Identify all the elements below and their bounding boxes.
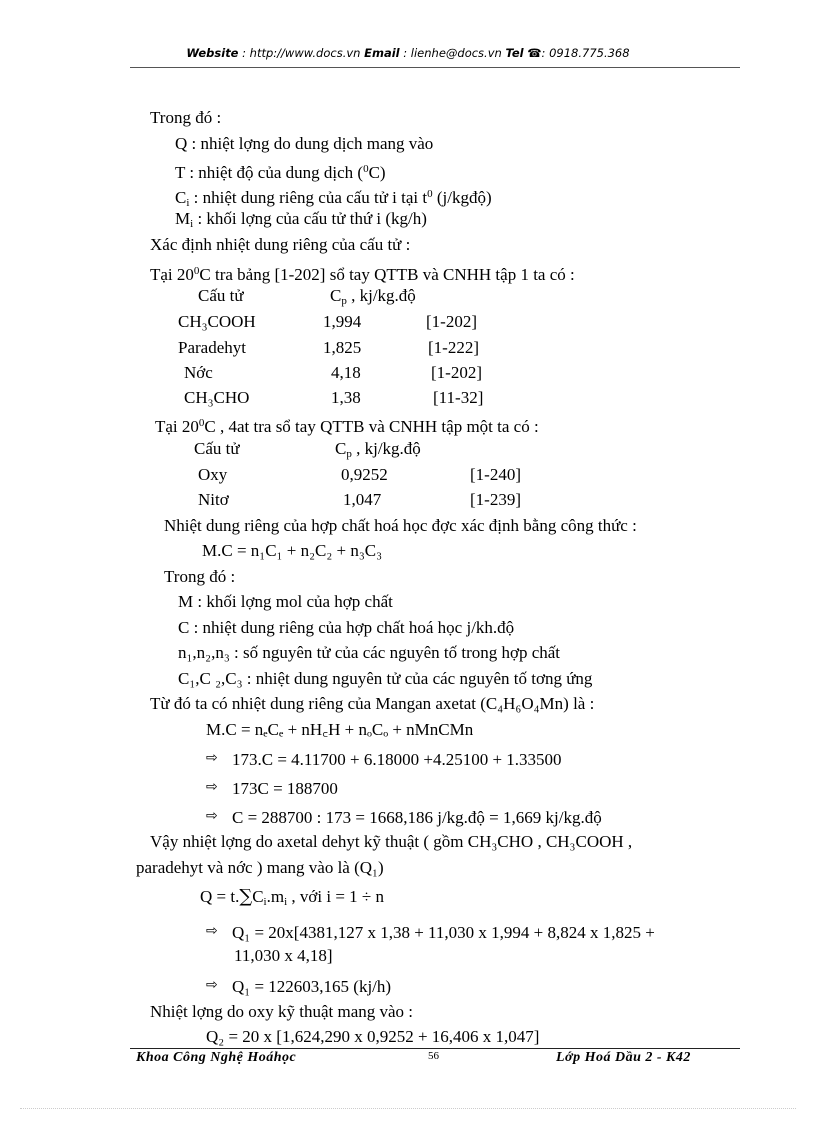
formula-step: ⇨ 173C = 188700 [206,779,338,798]
text-line: Tại $20^0C$ tra bảng [1-202] sổ tay QTTB và CNHH tập 1 ta có : [150,265,575,284]
table1-cell: [1-202] [426,312,477,331]
phone-icon: ☎ [527,46,542,60]
table1-cell: CH₃CHO [184,388,250,407]
footer-faculty: Khoa Công Nghệ Hoáhọc [136,1050,297,1065]
text-line: paradehyt và nớc ) mang vào là (Q₁) [136,858,384,877]
text-line: n₁,n₂,n₃ : số nguyên tử của các nguyên tố trong hợp chất [178,643,561,662]
page-number: 56 [428,1050,439,1062]
header-rule [130,67,740,68]
text-line: Trong đó : [150,108,222,127]
arrow-icon: ⇨ [206,779,218,795]
text-line: Nhiệt lợng do oxy kỹ thuật mang vào : [150,1002,414,1021]
page-edge [20,1108,796,1109]
email-label: Email [364,46,400,60]
text-line: Từ đó ta có nhiệt dung riêng của Mangan axetat (C₄H₆O₄Mn) là : [150,694,595,713]
text-line: $C_i$ : nhiệt dung riêng của cấu tử i tại $t^0$ (j/kgđộ) [175,188,492,209]
arrow-icon: ⇨ [206,750,218,766]
formula-step: ⇨ Q₁ = 20x[4381,127 x 1,38 + 11,030 x 1,994 + 8,824 x 1,825 + [206,923,655,942]
formula-step: 11,030 x 4,18] [234,946,333,965]
formula-step: ⇨ C = 288700 : 173 = 1668,186 j/kg.độ = 1,669 kj/kg.độ [206,808,602,827]
formula-step: ⇨ 173.C = 4.11700 + 6.18000 +4.25100 + 1.33500 [206,750,562,769]
table1-cell: Nớc [184,363,213,382]
text-line: T : nhiệt độ của dung dịch ($^0$C) [175,163,386,182]
table1-cell: [1-202] [431,363,482,382]
text-line: Nhiệt dung riêng của hợp chất hoá học đợc xác định bằng công thức : [164,516,637,535]
text-line: C₁,C ₂,C₃ : nhiệt dung nguyên tử của các nguyên tố tơng ứng [178,669,593,688]
footer-class: Lớp Hoá Dầu 2 - K42 [556,1050,691,1065]
tel-label: Tel [505,46,524,60]
arrow-icon: ⇨ [206,977,218,993]
tel-number: : 0918.775.368 [541,46,630,60]
table1-cell: 1,825 [323,338,362,357]
arrow-icon: ⇨ [206,923,218,939]
footer-rule [130,1048,740,1049]
formula: Q₂ = 20 x [1,624,290 x 0,9252 + 16,406 x 1,047] [206,1027,540,1046]
table2-cell: 0,9252 [341,465,388,484]
table1-header-cp: $C_p$ , kj/kg.độ [330,286,416,307]
website-label: Website [186,46,239,60]
text-line: M : khối lợng mol của hợp chất [178,592,393,611]
table2-header-name: Cấu tử [194,439,240,458]
text-line: Tại $20^0C$ , 4at tra sổ tay QTTB và CNHH tập một ta có : [155,417,539,436]
formula-step: ⇨ Q₁ = 122603,165 (kj/h) [206,977,392,996]
table1-header-name: Cấu tử [198,286,244,305]
table1-cell: CH₃COOH [178,312,256,331]
table1-cell: 1,38 [331,388,361,407]
page-header [0,46,816,60]
text-line: Trong đó : [164,567,236,586]
table2-cell: Oxy [198,465,228,484]
formula: M.C = n₁C₁ + n₂C₂ + n₃C₃ [202,541,383,560]
table2-cell: [1-240] [470,465,521,484]
formula: M.C = nₑCₑ + nH꜀H + nₒCₒ + nMnCMn [206,720,474,739]
table1-cell: Paradehyt [178,338,246,357]
table2-header-cp: $C_p$ , kj/kg.độ [335,439,421,460]
table1-cell: [1-222] [428,338,479,357]
table1-cell: [11-32] [433,388,484,407]
text-line: $M_i$ : khối lợng của cấu tử thứ i (kg/h) [175,209,427,230]
table2-cell: [1-239] [470,490,521,509]
website-url[interactable]: : http://www.docs.vn [238,46,365,60]
email-address[interactable]: : lienhe@docs.vn [399,46,506,60]
table1-cell: 1,994 [323,312,362,331]
text-line: Vậy nhiệt lợng do axetal dehyt kỹ thuật ( gồm CH₃CHO , CH₃COOH , [150,832,633,851]
text-line: C : nhiệt dung riêng của hợp chất hoá học j/kh.độ [178,618,515,637]
table2-cell: 1,047 [343,490,382,509]
formula: $Q = t.\sum C_i.m_i$ , với i = 1 ÷ n [200,886,385,908]
text-line: Xác định nhiệt dung riêng của cấu tử : [150,235,411,254]
text-line: Q : nhiệt lợng do dung dịch mang vào [175,134,434,153]
arrow-icon: ⇨ [206,808,218,824]
table1-cell: 4,18 [331,363,361,382]
table2-cell: Nitơ [198,490,229,509]
